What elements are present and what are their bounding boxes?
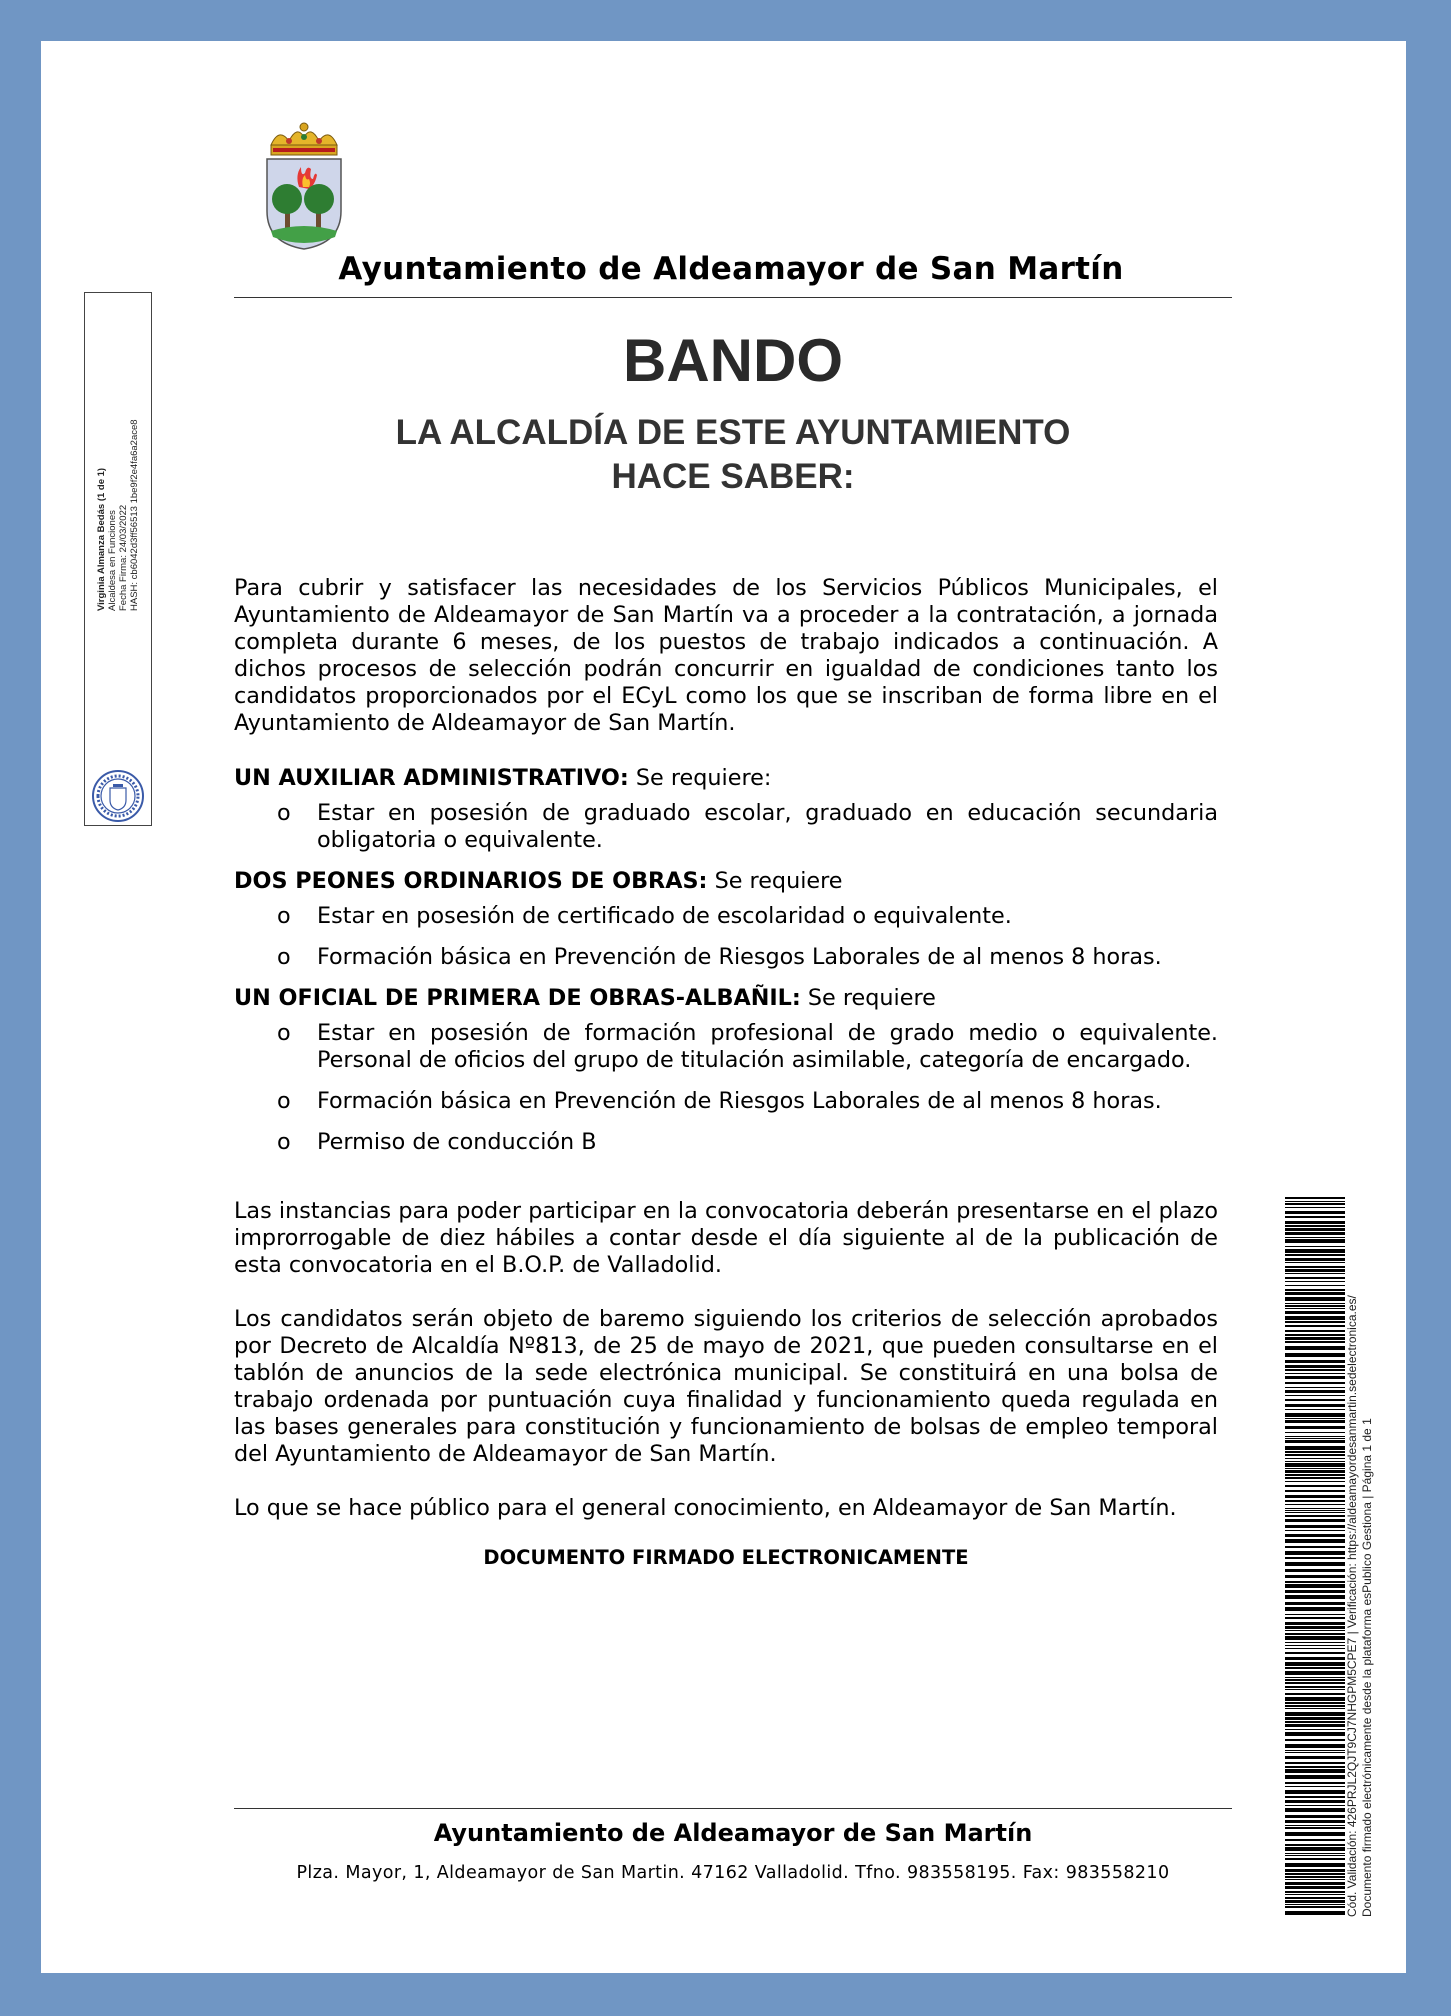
- subtitle-line-2: HACE SABER:: [611, 457, 855, 496]
- instancias-paragraph: Las instancias para poder participar en la convocatoria deberán presentarse en el plazo improrrogable de diez hábiles a contar desde el día siguiente al de la publicación de esta convocatoria en el B.O.P. de Valladolid.: [234, 1198, 1218, 1278]
- verification-text: [1345, 1197, 1375, 1917]
- requirement-list: [234, 800, 1218, 854]
- position-heading: [234, 765, 1218, 792]
- header-title: Ayuntamiento de Aldeamayor de San Martín: [338, 251, 1124, 287]
- position-title: DOS PEONES ORDINARIOS DE OBRAS:: [234, 868, 708, 894]
- header-divider: [234, 297, 1232, 298]
- footer-divider: [234, 1808, 1232, 1809]
- requirement-item: o Estar en posesión de formación profesional de grado medio o equivalente. Personal de oficios del grupo de titulación asimilable, categoría de encargado.: [234, 1020, 1218, 1074]
- requirement-item: o Estar en posesión de graduado escolar, graduado en educación secundaria obligatoria o equivalente.: [234, 800, 1218, 854]
- signature-text: [96, 381, 140, 611]
- document-page: [41, 41, 1406, 1973]
- requirement-item: o Formación básica en Prevención de Riesgos Laborales de al menos 8 horas.: [234, 1088, 1218, 1115]
- signature-box: [84, 292, 152, 826]
- position-title: UN OFICIAL DE PRIMERA DE OBRAS-ALBAÑIL:: [234, 985, 801, 1011]
- position-requires: Se requiere: [714, 868, 843, 894]
- document-body: [234, 575, 1218, 1571]
- coat-of-arms-logo: [259, 121, 349, 253]
- intro-paragraph: Para cubrir y satisfacer las necesidades de los Servicios Públicos Municipales, el Ayuntamiento de Aldeamayor de San Martín va a proceder a la contratación, a jornada completa durante 6 meses, de los puestos de trabajo indicados a continuación. A dichos procesos de selección podrán concurrir en igualdad de condiciones tanto los candidatos proporcionados por el ECyL como los que se inscriban de forma libre en el Ayuntamiento de Aldeamayor de San Martín.: [234, 575, 1218, 736]
- position-heading: [234, 868, 1218, 895]
- signature-date: Fecha Firma: 24/03/2022: [118, 504, 129, 611]
- verification-line-2: Documento firmado electrónicamente desde la plataforma esPublico Gestiona | Página 1 de 1: [1360, 1418, 1374, 1917]
- subtitle-line-1: LA ALCALDÍA DE ESTE AYUNTAMIENTO: [395, 413, 1071, 452]
- position-heading: [234, 985, 1218, 1012]
- document-title: BANDO: [623, 327, 843, 394]
- closing-paragraph: Lo que se hace público para el general conocimiento, en Aldeamayor de San Martín.: [234, 1495, 1177, 1521]
- position-title: UN AUXILIAR ADMINISTRATIVO:: [234, 765, 629, 791]
- verification-line-1: Cód. Validación: 426PRJL2QJT9CJ7NHGPM5CPE7 | Verificación: https://aldeamayordesanmartin.sedelectronica.es/: [1345, 1295, 1359, 1917]
- position-requires: Se requiere: [807, 985, 936, 1011]
- document-subtitle: [234, 411, 1232, 499]
- requirement-item: o Estar en posesión de certificado de escolaridad o equivalente.: [234, 903, 1218, 930]
- signature-hash: HASH: cb6042d3ff56513 1be9f2e4fa6a2ace8: [129, 419, 140, 611]
- requirement-list: [234, 1020, 1218, 1156]
- barcode-icon: [1285, 1197, 1345, 1915]
- signer-name: Virginia Almanza Bedás (1 de 1): [96, 467, 107, 611]
- position-requires: Se requiere:: [635, 765, 772, 791]
- signed-notice: DOCUMENTO FIRMADO ELECTRONICAMENTE: [483, 1546, 969, 1569]
- requirement-list: [234, 903, 1218, 971]
- official-seal-icon: [90, 768, 146, 824]
- requirement-item: o Permiso de conducción B: [234, 1129, 1218, 1156]
- signer-role: Alcaldesa en Funciones: [107, 510, 118, 611]
- footer-address: Plza. Mayor, 1, Aldeamayor de San Martin. 47162 Valladolid. Tfno. 983558195. Fax: 983558210: [296, 1863, 1170, 1883]
- requirement-item: o Formación básica en Prevención de Riesgos Laborales de al menos 8 horas.: [234, 944, 1218, 971]
- footer-title: Ayuntamiento de Aldeamayor de San Martín: [433, 1819, 1033, 1847]
- candidatos-paragraph: Los candidatos serán objeto de baremo siguiendo los criterios de selección aprobados por Decreto de Alcaldía Nº813, de 25 de mayo de 2021, que pueden consultarse en el tablón de anuncios de la sede electrónica municipal. Se constituirá en una bolsa de trabajo ordenada por puntuación cuya finalidad y funcionamiento queda regulada en las bases generales para constitución y funcionamiento de bolsas de empleo temporal del Ayuntamiento de Aldeamayor de San Martín.: [234, 1306, 1218, 1467]
